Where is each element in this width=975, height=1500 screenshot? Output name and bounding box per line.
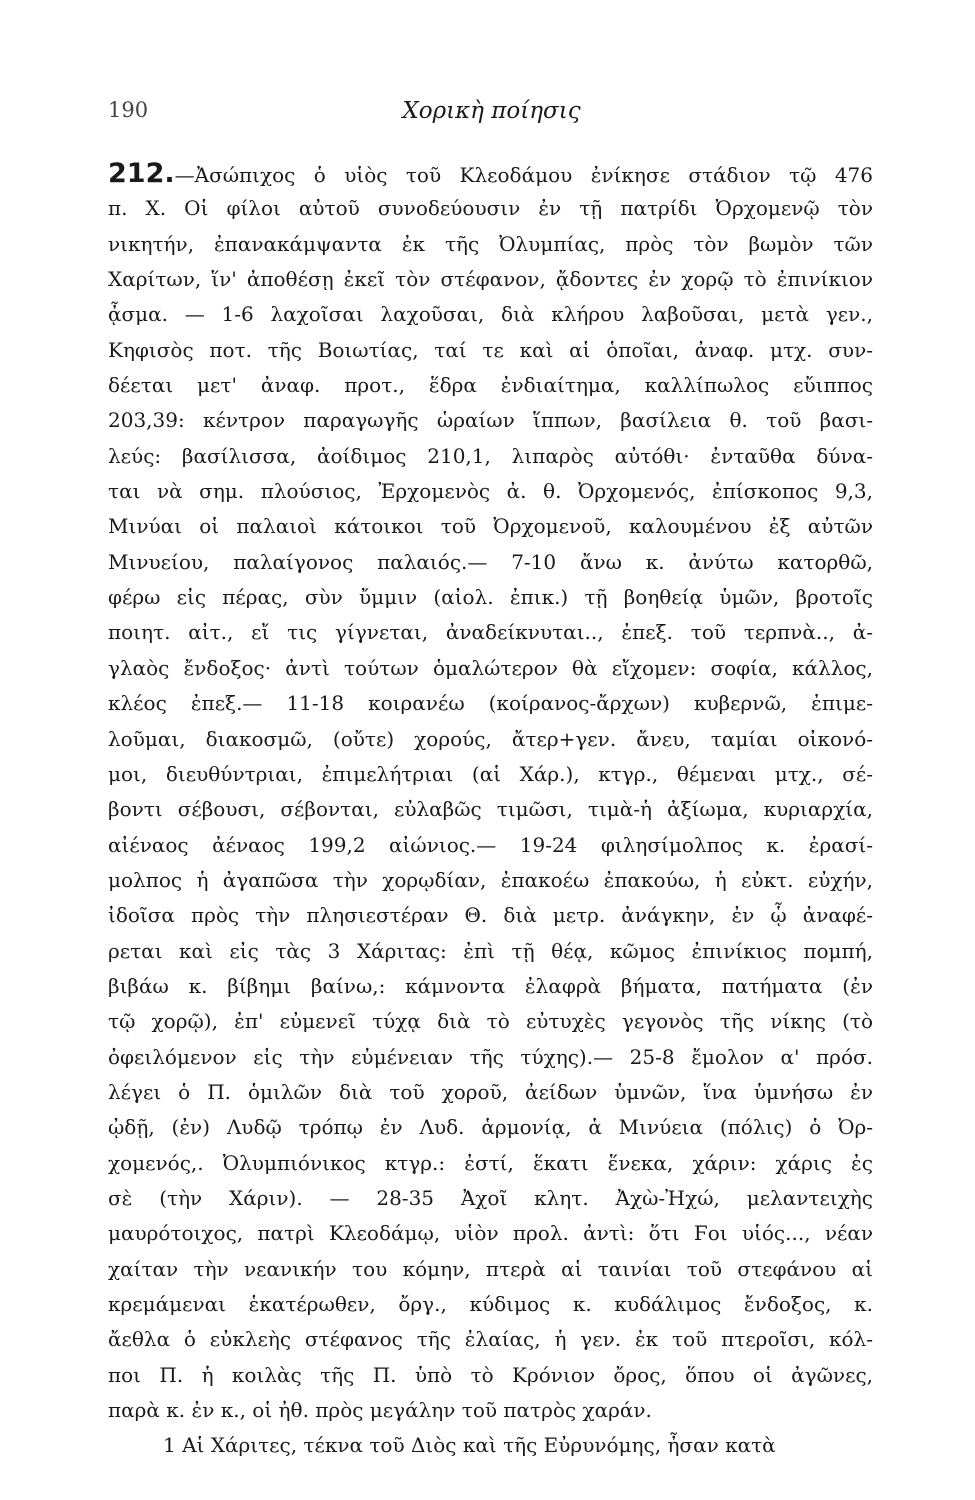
page-header xyxy=(108,98,875,134)
text-line: 203,39: κέντρον παραγωγῆς ὡραίων ἵππων, βασίλεια θ. τοῦ βασι- xyxy=(108,408,873,433)
text-line: παρὰ κ. ἐν κ., οἱ ἠθ. πρὸς μεγάλην τοῦ πατρὸς χαράν. xyxy=(108,1398,652,1423)
text-line: βιβάω κ. βίβημι βαίνω,: κάμνοντα ἐλαφρὰ βήματα, πατήματα (ἐν xyxy=(108,973,873,998)
text-line: 212.—Ἀσώπιχος ὁ υἱὸς τοῦ Κλεοδάμου ἐνίκησε στάδιον τῷ 476 xyxy=(108,158,873,189)
text-line: ἄεθλα ὁ εὐκλεὴς στέφανος τῆς ἐλαίας, ἡ γεν. ἐκ τοῦ πτεροῖσι, κόλ- xyxy=(108,1327,873,1352)
text-line: π. Χ. Οἱ φίλοι αὐτοῦ συνοδεύουσιν ἐν τῇ πατρίδι Ὀρχομενῷ τὸν xyxy=(108,196,873,221)
text-line: ποι Π. ἡ κοιλὰς τῆς Π. ὑπὸ τὸ Κρόνιον ὄρος, ὅπου οἱ ἀγῶνες, xyxy=(108,1362,873,1387)
page-number: 190 xyxy=(108,98,149,122)
text-line: μαυρότοιχος, πατρὶ Κλεοδάμῳ, υἱὸν προλ. ἀντὶ: ὅτι Ϝοι υἱός..., νέαν xyxy=(108,1221,873,1246)
text-line: ᾆσμα. — 1-6 λαχοῖσαι λαχοῦσαι, διὰ κλήρου λαβοῦσαι, μετὰ γεν., xyxy=(108,302,873,327)
text-line: ρεται καὶ εἰς τὰς 3 Χάριτας: ἐπὶ τῇ θέᾳ, κῶμος ἐπινίκιος πομπή, xyxy=(108,938,873,963)
text-line: Μινυείου, παλαίγονος παλαιός.— 7-10 ἄνω κ. ἀνύτω κατορθῶ, xyxy=(108,549,873,574)
text-line: νικητήν, ἐπανακάμψαντα ἐκ τῆς Ὀλυμπίας, πρὸς τὸν βωμὸν τῶν xyxy=(108,231,873,256)
text-line: λέγει ὁ Π. ὁμιλῶν διὰ τοῦ χοροῦ, ἀείδων ὑμνῶν, ἵνα ὑμνήσω ἐν xyxy=(108,1079,873,1104)
text-line: τῷ χορῷ), ἐπ' εὐμενεῖ τύχᾳ διὰ τὸ εὐτυχὲς γεγονὸς τῆς νίκης (τὸ xyxy=(108,1009,873,1034)
text-line: δέεται μετ' ἀναφ. προτ., ἕδρα ἐνδιαίτημα, καλλίπωλος εὔιππος xyxy=(108,373,873,398)
text-line: 1 Αἱ Χάριτες, τέκνα τοῦ Διὸς καὶ τῆς Εὐρυνόμης, ἦσαν κατὰ xyxy=(163,1433,776,1458)
text-line: Κηφισὸς ποτ. τῆς Βοιωτίας, ταί τε καὶ αἱ ὁποῖαι, ἀναφ. μτχ. συν- xyxy=(108,337,873,362)
text-line: Μινύαι οἱ παλαιοὶ κάτοικοι τοῦ Ὀρχομενοῦ, καλουμένου ἐξ αὐτῶν xyxy=(108,514,873,539)
text-line: μολπος ἡ ἀγαπῶσα τὴν χορῳδίαν, ἐπακοέω ἐπακούω, ἡ εὐκτ. εὐχήν, xyxy=(108,867,873,892)
text-line: ᾠδῇ, (ἐν) Λυδῷ τρόπῳ ἐν Λυδ. ἁρμονίᾳ, ἁ Μινύεια (πόλις) ὁ Ὀρ- xyxy=(108,1115,873,1140)
text-line: ποιητ. αἰτ., εἴ τις γίγνεται, ἀναδείκνυται.., ἐπεξ. τοῦ τερπνὰ.., ἀ- xyxy=(108,620,873,645)
text-line: λοῦμαι, διακοσμῶ, (οὔτε) χορούς, ἄτερ+γεν. ἄνευ, ταμίαι οἰκονό- xyxy=(108,726,873,751)
text-line: αἰέναος ἀέναος 199,2 αἰώνιος.— 19-24 φιλησίμολπος κ. ἐρασί- xyxy=(108,832,873,857)
text-line: φέρω εἰς πέρας, σὺν ὔμμιν (αἰολ. ἐπικ.) τῇ βοηθείᾳ ὑμῶν, βροτοῖς xyxy=(108,585,873,610)
text-line: κλέος ἐπεξ.— 11-18 κοιρανέω (κοίρανος-ἄρχων) κυβερνῶ, ἐπιμε- xyxy=(108,691,873,716)
text-line: βοντι σέβουσι, σέβονται, εὐλαβῶς τιμῶσι, τιμὰ-ἡ ἀξίωμα, κυριαρχία, xyxy=(108,797,873,822)
text-line: σὲ (τὴν Χάριν). — 28-35 Ἀχοῖ κλητ. Ἀχὼ-Ἠχώ, μελαντειχὴς xyxy=(108,1185,873,1210)
text-line: κρεμάμεναι ἑκατέρωθεν, ὄργ., κύδιμος κ. κυδάλιμος ἔνδοξος, κ. xyxy=(108,1292,873,1316)
text-line: ἰδοῖσα πρὸς τὴν πλησιεστέραν Θ. διὰ μετρ. ἀνάγκην, ἐν ᾧ ἀναφέ- xyxy=(108,903,873,928)
text-line: γλαὸς ἔνδοξος· ἀντὶ τούτων ὁμαλώτερον θὰ εἴχομεν: σοφία, κάλλος, xyxy=(108,655,873,680)
text-line: χομενός,. Ὀλυμπιόνικος κτγρ.: ἐστί, ἕκατι ἕνεκα, χάριν: χάρις ἐς xyxy=(108,1150,873,1175)
text-line: Χαρίτων, ἵν' ἀποθέσῃ ἐκεῖ τὸν στέφανον, ᾄδοντες ἐν χορῷ τὸ ἐπινίκιον xyxy=(108,267,873,292)
text-line: χαίταν τὴν νεανικήν του κόμην, πτερὰ αἱ ταινίαι τοῦ στεφάνου αἱ xyxy=(108,1256,873,1281)
text-line: ται νὰ σημ. πλούσιος, Ἐρχομενὸς ἀ. θ. Ὀρχομενός, ἐπίσκοπος 9,3, xyxy=(108,479,873,504)
commentary-text xyxy=(108,156,873,1464)
section-number: 212. xyxy=(108,158,175,189)
text-line: ὀφειλόμενον εἰς τὴν εὐμένειαν τῆς τύχης).— 25-8 ἔμολον α' πρόσ. xyxy=(108,1044,873,1069)
running-title: Χορικὴ ποίησις xyxy=(402,98,581,124)
text-line: λεύς: βασίλισσα, ἀοίδιμος 210,1, λιπαρὸς αὐτόθι· ἐνταῦθα δύνα- xyxy=(108,443,873,468)
text-line: μοι, διευθύντριαι, ἐπιμελήτριαι (αἱ Χάρ.), κτγρ., θέμεναι μτχ., σέ- xyxy=(108,761,873,786)
